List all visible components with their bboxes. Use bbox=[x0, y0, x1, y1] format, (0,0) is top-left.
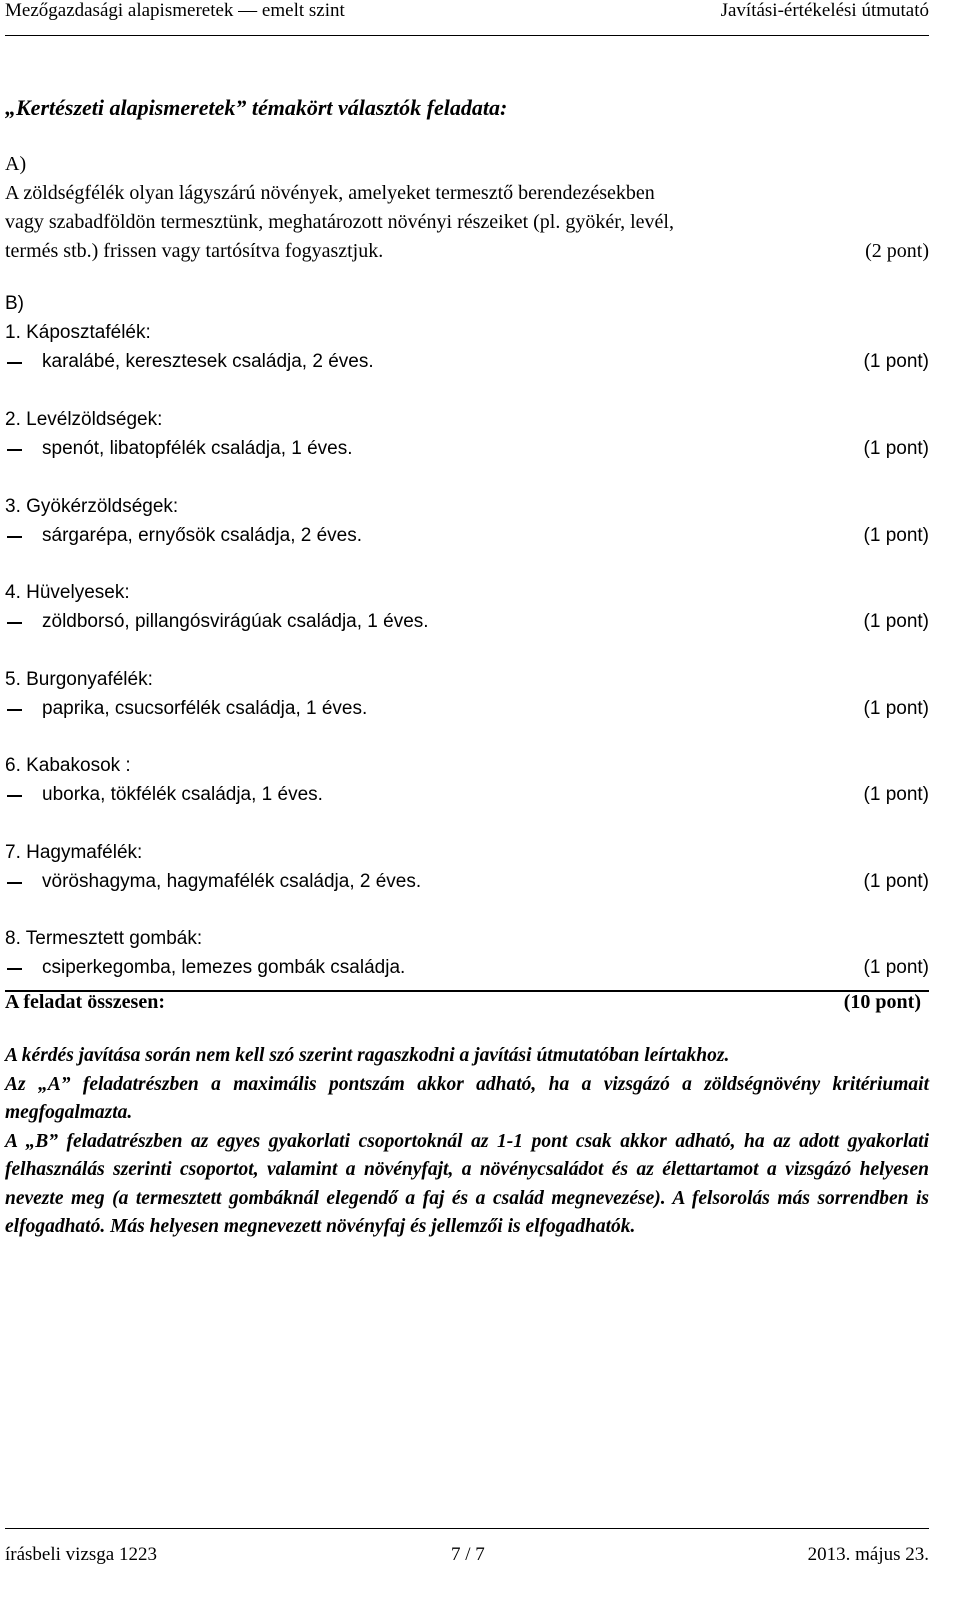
dash-icon bbox=[7, 882, 22, 884]
item-detail bbox=[5, 781, 929, 809]
total-label: A feladat összesen: bbox=[5, 991, 165, 1013]
item-detail bbox=[5, 695, 929, 723]
item-detail-text: spenót, libatopfélék családja, 1 éves. bbox=[42, 438, 353, 459]
item-points: (1 pont) bbox=[863, 698, 929, 719]
item-detail-text: zöldborsó, pillangósvirágúak családja, 1 éves. bbox=[42, 611, 429, 632]
item-points: (1 pont) bbox=[863, 611, 929, 632]
page-footer bbox=[5, 1544, 929, 1570]
item-detail bbox=[5, 435, 929, 463]
item-points: (1 pont) bbox=[863, 871, 929, 892]
dash-icon bbox=[7, 968, 22, 970]
dash-icon bbox=[7, 536, 22, 538]
section-a-label: A) bbox=[5, 153, 27, 175]
footer-exam-code: írásbeli vizsga 1223 bbox=[5, 1544, 157, 1565]
item-detail-text: paprika, csucsorfélék családja, 1 éves. bbox=[42, 698, 368, 719]
dash-icon bbox=[7, 709, 22, 711]
item-points: (1 pont) bbox=[863, 438, 929, 459]
grading-notes bbox=[5, 1042, 929, 1242]
item-detail-text: csiperkegomba, lemezes gombák családja. bbox=[42, 957, 406, 978]
section-a-points: (2 pont) bbox=[865, 240, 929, 262]
note-paragraph: A kérdés javítása során nem kell szó szerint ragaszkodni a javítási útmutatóban leírtakhoz. bbox=[5, 1045, 730, 1066]
note-paragraph: A „B” feladatrészben az egyes gyakorlati csoportoknál az 1-1 pont csak akkor adható, ha az adott gyakorlati felhasználás szerinti csoportot, valamint a növényfajt, a növénycsaládot és az élettartamot a vizsgázó helyesen nevezte meg (a termesztett gombáknál elegendő a faj és a család megnevezése). A felsorolás más sorrendben is elfogadható. Más helyesen megnevezett növényfaj és jellemzői is elfogadhatók. bbox=[5, 1130, 929, 1237]
note-paragraph: Az „A” feladatrészben a maximális pontszám akkor adható, ha a vizsgázó a zöldségnövény kritériumait megfogalmazta. bbox=[5, 1073, 929, 1123]
item-detail-text: sárgarépa, ernyősök családja, 2 éves. bbox=[42, 525, 363, 546]
header-subject: Mezőgazdasági alapismeretek — emelt szint bbox=[5, 0, 345, 21]
task-title: „Kertészeti alapismeretek” témakört választók feladata: bbox=[5, 95, 508, 120]
section-a bbox=[5, 150, 929, 270]
item-points: (1 pont) bbox=[863, 525, 929, 546]
section-a-line: vagy szabadföldön termesztünk, meghatározott növényi részeiket (pl. gyökér, levél, bbox=[5, 211, 674, 233]
page-header bbox=[5, 0, 929, 26]
dash-icon bbox=[7, 362, 22, 364]
item-heading: 4. Hüvelyesek: bbox=[5, 582, 130, 603]
item-heading: 1. Káposztafélék: bbox=[5, 322, 151, 343]
item-heading: 7. Hagymafélék: bbox=[5, 842, 143, 863]
item-heading: 2. Levélzöldségek: bbox=[5, 409, 163, 430]
item-detail bbox=[5, 608, 929, 636]
item-detail bbox=[5, 348, 929, 376]
dash-icon bbox=[7, 795, 22, 797]
section-b-label: B) bbox=[5, 293, 24, 314]
item-points: (1 pont) bbox=[863, 351, 929, 372]
item-detail bbox=[5, 522, 929, 550]
dash-icon bbox=[7, 622, 22, 624]
section-a-line bbox=[5, 237, 929, 265]
section-a-line: A zöldségfélék olyan lágyszárú növények, amelyeket termesztő berendezésekben bbox=[5, 182, 655, 204]
dash-icon bbox=[7, 449, 22, 451]
section-b bbox=[5, 290, 929, 980]
item-detail bbox=[5, 954, 929, 982]
header-doc-type: Javítási-értékelési útmutató bbox=[720, 0, 929, 21]
item-heading: 6. Kabakosok : bbox=[5, 755, 131, 776]
section-a-line-text: termés stb.) frissen vagy tartósítva fogyasztjuk. bbox=[5, 240, 384, 262]
total-points: (10 pont) bbox=[843, 991, 921, 1013]
footer-page-number: 7 / 7 bbox=[451, 1544, 485, 1565]
item-heading: 5. Burgonyafélék: bbox=[5, 669, 153, 690]
item-detail-text: karalábé, keresztesek családja, 2 éves. bbox=[42, 351, 374, 372]
item-points: (1 pont) bbox=[863, 957, 929, 978]
task-total bbox=[5, 988, 929, 1016]
header-divider bbox=[5, 35, 929, 36]
item-detail bbox=[5, 868, 929, 896]
item-detail-text: vöröshagyma, hagymafélék családja, 2 éves. bbox=[42, 871, 422, 892]
item-detail-text: uborka, tökfélék családja, 1 éves. bbox=[42, 784, 323, 805]
footer-date: 2013. május 23. bbox=[807, 1544, 929, 1565]
item-heading: 8. Termesztett gombák: bbox=[5, 928, 203, 949]
footer-divider bbox=[5, 1528, 929, 1529]
item-heading: 3. Gyökérzöldségek: bbox=[5, 496, 179, 517]
item-points: (1 pont) bbox=[863, 784, 929, 805]
